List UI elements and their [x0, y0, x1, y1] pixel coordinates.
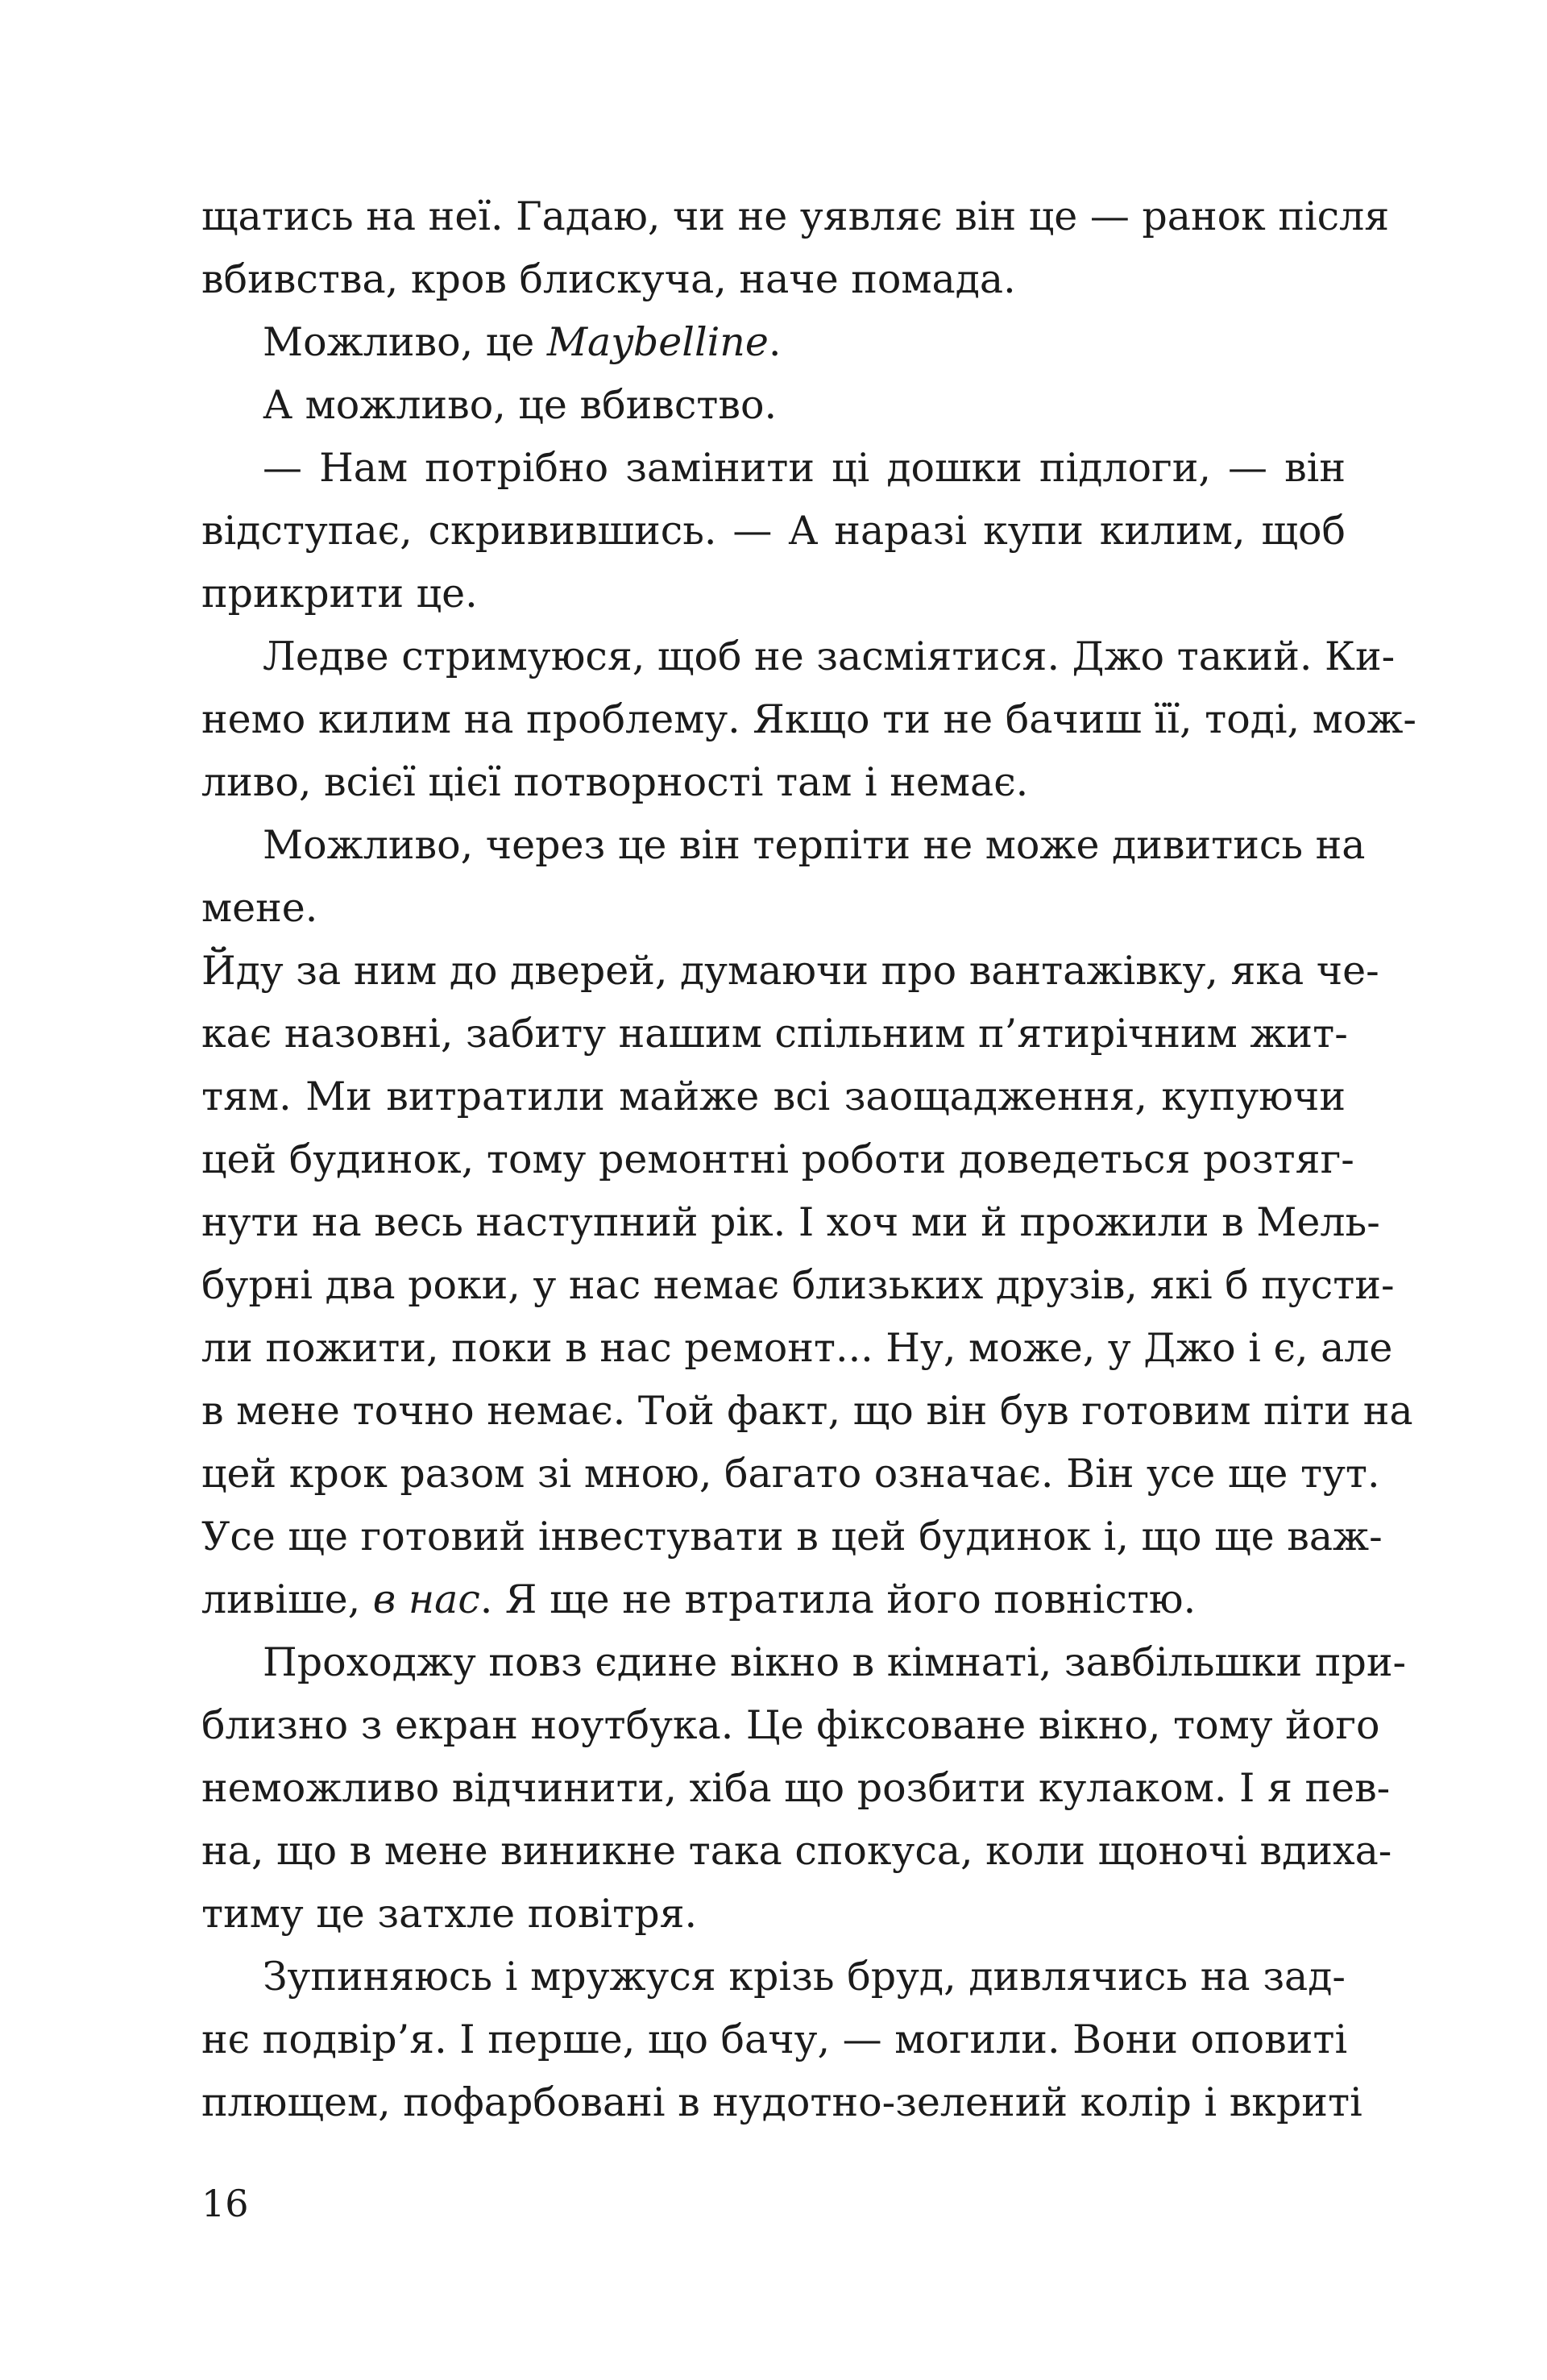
- text-line: Можливо, через це він терпіти не може дивитись на: [263, 822, 1366, 868]
- text-fragment: .: [768, 319, 782, 365]
- text-line: Йду за ним до дверей, думаючи про вантажівку, яка че-: [201, 948, 1379, 994]
- text-line: тям. Ми витратили майже всі заощадження, купуючи: [201, 1074, 1346, 1119]
- text-line: плющем, пофарбовані в нудотно-зелений колір і вкриті: [201, 2079, 1362, 2125]
- body-text: [201, 185, 1416, 2134]
- text-line: кає назовні, забиту нашим спільним п’ятирічним жит-: [201, 1011, 1348, 1057]
- page-number: 16: [201, 2182, 249, 2225]
- text-line: Зупиняюсь і мружуся крізь бруд, дивлячись на зад-: [263, 1954, 1346, 2000]
- text-line: нє подвір’я. І перше, що бачу, — могили. Вони оповиті: [201, 2017, 1348, 2062]
- text-line: нути на весь наступний рік. І хоч ми й прожили в Мель-: [201, 1199, 1380, 1245]
- text-line: неможливо відчинити, хіба що розбити кулаком. І я пев-: [201, 1765, 1391, 1811]
- text-line: мене.: [201, 885, 318, 931]
- text-line: тиму це затхле повітря.: [201, 1891, 698, 1937]
- text-fragment: ливіше,: [201, 1576, 373, 1622]
- text-line: цей будинок, тому ремонтні роботи доведеться розтяг-: [201, 1136, 1354, 1182]
- text-line: на, що в мене виникне така спокуса, коли щоночі вдиха-: [201, 1828, 1392, 1874]
- text-line: щатись на неї. Гадаю, чи не уявляє він це — ранок після: [201, 193, 1390, 239]
- italic-emphasis: в нас: [372, 1576, 480, 1622]
- text-line: прикрити це.: [201, 571, 478, 617]
- text-line: немо килим на проблему. Якщо ти не бачиш її, тоді, мож-: [201, 696, 1416, 742]
- text-line: Усе ще готовий інвестувати в цей будинок і, що ще важ-: [201, 1514, 1383, 1560]
- text-line: Ледве стримуюся, щоб не засміятися. Джо такий. Ки-: [263, 633, 1396, 679]
- text-line: ли пожити, поки в нас ремонт... Ну, може, у Джо і є, але: [201, 1325, 1393, 1371]
- text-line: близно з екран ноутбука. Це фіксоване вікно, тому його: [201, 1702, 1380, 1748]
- text-line: вбивства, кров блискуча, наче помада.: [201, 256, 1016, 302]
- text-line: — Нам потрібно замінити ці дошки підлоги, — він: [263, 445, 1346, 491]
- text-line: ливо, всієї цієї потворності там і немає.: [201, 759, 1029, 805]
- text-fragment: Можливо, це: [263, 319, 547, 365]
- italic-brand-name: Maybelline: [546, 319, 769, 365]
- text-line: А можливо, це вбивство.: [263, 382, 778, 428]
- text-line: [201, 1568, 1346, 1631]
- text-line: в мене точно немає. Той факт, що він був готовим піти на: [201, 1388, 1413, 1434]
- text-line: Проходжу повз єдине вікно в кімнаті, завбільшки при-: [263, 1639, 1407, 1685]
- text-line: бурні два роки, у нас немає близьких друзів, які б пусти-: [201, 1262, 1395, 1308]
- text-line: цей крок разом зі мною, багато означає. Він усе ще тут.: [201, 1451, 1380, 1497]
- text-line: відступає, скривившись. — А наразі купи килим, щоб: [201, 508, 1346, 554]
- text-fragment: . Я ще не втратила його повністю.: [479, 1576, 1197, 1622]
- text-line: [201, 311, 1346, 374]
